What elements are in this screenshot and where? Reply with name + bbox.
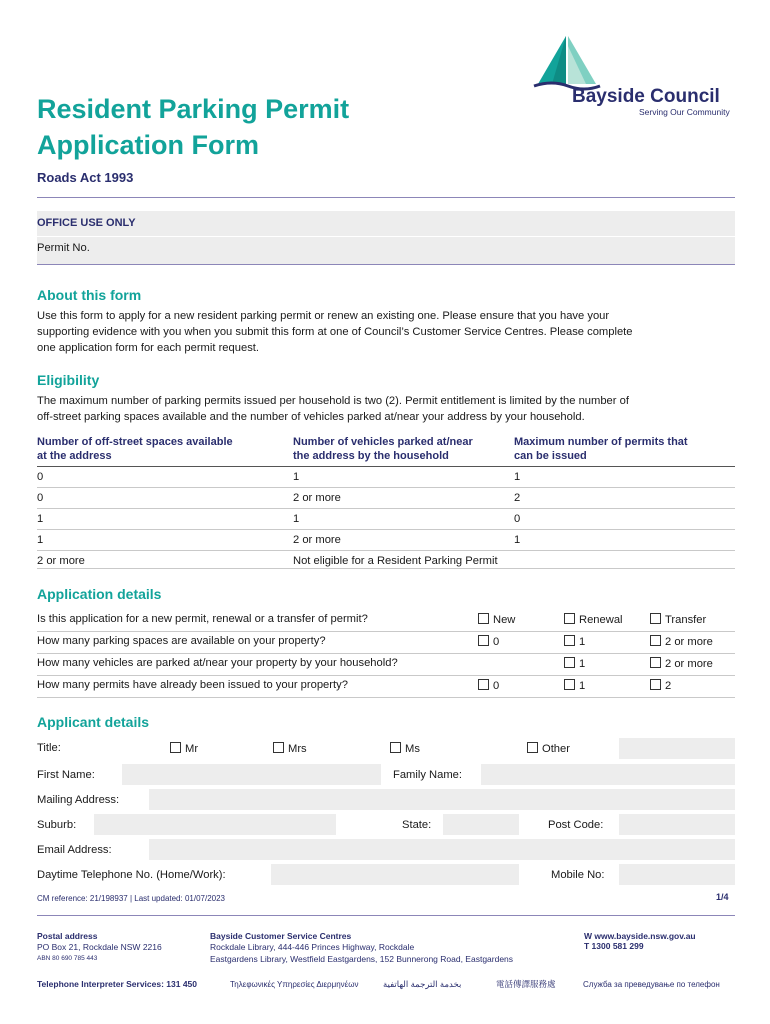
table-row (37, 530, 735, 551)
table-row (37, 509, 735, 530)
about-heading: About this form (37, 287, 142, 303)
title-label: Title: (37, 742, 61, 754)
table-cell: 1 (514, 530, 735, 551)
centre-rockdale: Rockdale Library, 444-446 Princes Highway, Rockdale (210, 942, 415, 952)
office-use-label: OFFICE USE ONLY (37, 217, 136, 229)
abn: ABN 80 690 785 443 (37, 955, 98, 962)
checkbox-icon (170, 742, 181, 753)
application-heading: Application details (37, 586, 162, 602)
checkbox-icon (273, 742, 284, 753)
interpreter-arabic: بخدمة الترجمة الهاتفية (383, 979, 462, 989)
question-issued: How many permits have already been issued to your property? (37, 679, 348, 691)
checkbox-icon (478, 613, 489, 624)
table-row (37, 467, 735, 488)
table-cell: Not eligible for a Resident Parking Permit (293, 551, 735, 572)
column-header: Maximum number of permits that can be issued (514, 433, 735, 467)
title-option-other[interactable]: Other (527, 742, 570, 755)
form-subtitle: Roads Act 1993 (37, 170, 134, 185)
about-text: Use this form to apply for a new resident parking permit or renew an existing one. Please ensure that you have your (37, 310, 610, 322)
checkbox-icon (527, 742, 538, 753)
state-label: State: (402, 819, 432, 831)
centres-heading: Bayside Customer Service Centres (210, 931, 352, 941)
suburb-field[interactable] (94, 814, 336, 835)
centre-eastgardens: Eastgardens Library, Westfield Eastgardens, 152 Bunnerong Road, Eastgardens (210, 954, 514, 964)
eligibility-text: The maximum number of parking permits issued per household is two (2). Permit entitlement is limited by the number of (37, 395, 629, 407)
table-cell: 1 (293, 509, 514, 530)
table-cell: 2 or more (293, 530, 514, 551)
mobile-field[interactable] (619, 864, 735, 885)
table-cell: 1 (37, 509, 293, 530)
checkbox-icon (650, 679, 661, 690)
table-cell: 0 (37, 488, 293, 509)
checkbox-icon (564, 679, 575, 690)
table-cell: 2 or more (293, 488, 514, 509)
option-transfer[interactable]: Transfer (650, 613, 706, 626)
office-use-box (37, 211, 735, 265)
table-cell: 2 (514, 488, 735, 509)
about-text: one application form for each permit request. (37, 342, 260, 354)
logo-tagline: Serving Our Community (639, 107, 730, 117)
option-issued-0[interactable]: 0 (478, 679, 499, 692)
website-link[interactable]: W www.bayside.nsw.gov.au (584, 931, 696, 941)
table-row (37, 488, 735, 509)
option-spaces-2-or-more[interactable]: 2 or more (650, 635, 713, 648)
option-vehicles-2-or-more[interactable]: 2 or more (650, 657, 713, 670)
checkbox-icon (650, 613, 661, 624)
about-text: supporting evidence with you when you submit this form at one of Council’s Customer Service Centres. Please complete (37, 326, 633, 338)
table-cell: 1 (514, 467, 735, 488)
title-option-mr[interactable]: Mr (170, 742, 198, 755)
checkbox-icon (390, 742, 401, 753)
applicant-heading: Applicant details (37, 714, 150, 730)
council-logo (532, 34, 736, 120)
phone-number: T 1300 581 299 (584, 941, 644, 951)
column-header: Number of vehicles parked at/near the address by the household (293, 433, 514, 467)
eligibility-heading: Eligibility (37, 372, 100, 388)
postal-address: PO Box 21, Rockdale NSW 2216 (37, 942, 162, 952)
title-option-ms[interactable]: Ms (390, 742, 420, 755)
logo-name: Bayside Council (572, 86, 720, 107)
state-field[interactable] (443, 814, 519, 835)
eligibility-text: off-street parking spaces available and the number of vehicles parked at/near your address by your household. (37, 411, 585, 423)
column-header: Number of off-street spaces available at the address (37, 433, 293, 467)
question-spaces: How many parking spaces are available on your property? (37, 635, 326, 647)
email-label: Email Address: (37, 844, 112, 856)
table-cell: 1 (293, 467, 514, 488)
option-issued-1[interactable]: 1 (564, 679, 585, 692)
interpreter-greek: Τηλεφωνικές Υπηρεσίες Διερμηνέων (230, 980, 359, 989)
interpreter-chinese: 電話傳譯服務處 (496, 979, 556, 989)
interpreter-services: Telephone Interpreter Services: 131 450 (37, 979, 198, 989)
question-vehicles: How many vehicles are parked at/near your property by your household? (37, 657, 398, 669)
mobile-label: Mobile No: (551, 869, 605, 881)
checkbox-icon (564, 635, 575, 646)
option-renewal[interactable]: Renewal (564, 613, 623, 626)
form-title-line2: Application Form (37, 130, 259, 160)
form-title-line1: Resident Parking Permit (37, 94, 350, 124)
checkbox-icon (478, 635, 489, 646)
family-name-label: Family Name: (393, 769, 462, 781)
title-other-field[interactable] (619, 738, 735, 759)
postcode-field[interactable] (619, 814, 735, 835)
postal-heading: Postal address (37, 931, 98, 941)
page-number: 1/4 (716, 892, 729, 902)
question-permit-type: Is this application for a new permit, renewal or a transfer of permit? (37, 613, 368, 625)
first-name-label: First Name: (37, 769, 95, 781)
table-cell: 0 (37, 467, 293, 488)
sail-logo-icon (532, 34, 602, 92)
eligibility-table (37, 433, 735, 571)
permit-no-label: Permit No. (37, 242, 90, 254)
option-issued-2[interactable]: 2 (650, 679, 671, 692)
checkbox-icon (650, 635, 661, 646)
table-cell: 0 (514, 509, 735, 530)
table-cell: 1 (37, 530, 293, 551)
checkbox-icon (478, 679, 489, 690)
first-name-field[interactable] (122, 764, 381, 785)
option-spaces-1[interactable]: 1 (564, 635, 585, 648)
title-option-mrs[interactable]: Mrs (273, 742, 307, 755)
email-field[interactable] (149, 839, 735, 860)
table-cell: 2 or more (37, 551, 293, 572)
checkbox-icon (564, 613, 575, 624)
checkbox-icon (564, 657, 575, 668)
option-vehicles-1[interactable]: 1 (564, 657, 585, 670)
postcode-label: Post Code: (548, 819, 604, 831)
phone-field[interactable] (271, 864, 519, 885)
mailing-address-label: Mailing Address: (37, 794, 120, 806)
suburb-label: Suburb: (37, 819, 77, 831)
interpreter-macedonian: Служба за преведување по телефон (583, 980, 720, 989)
option-spaces-0[interactable]: 0 (478, 635, 499, 648)
family-name-field[interactable] (481, 764, 735, 785)
cm-reference: CM reference: 21/198937 | Last updated: 01/07/2023 (37, 894, 225, 903)
mailing-address-field[interactable] (149, 789, 735, 810)
phone-label: Daytime Telephone No. (Home/Work): (37, 869, 226, 881)
option-new[interactable]: New (478, 613, 515, 626)
checkbox-icon (650, 657, 661, 668)
